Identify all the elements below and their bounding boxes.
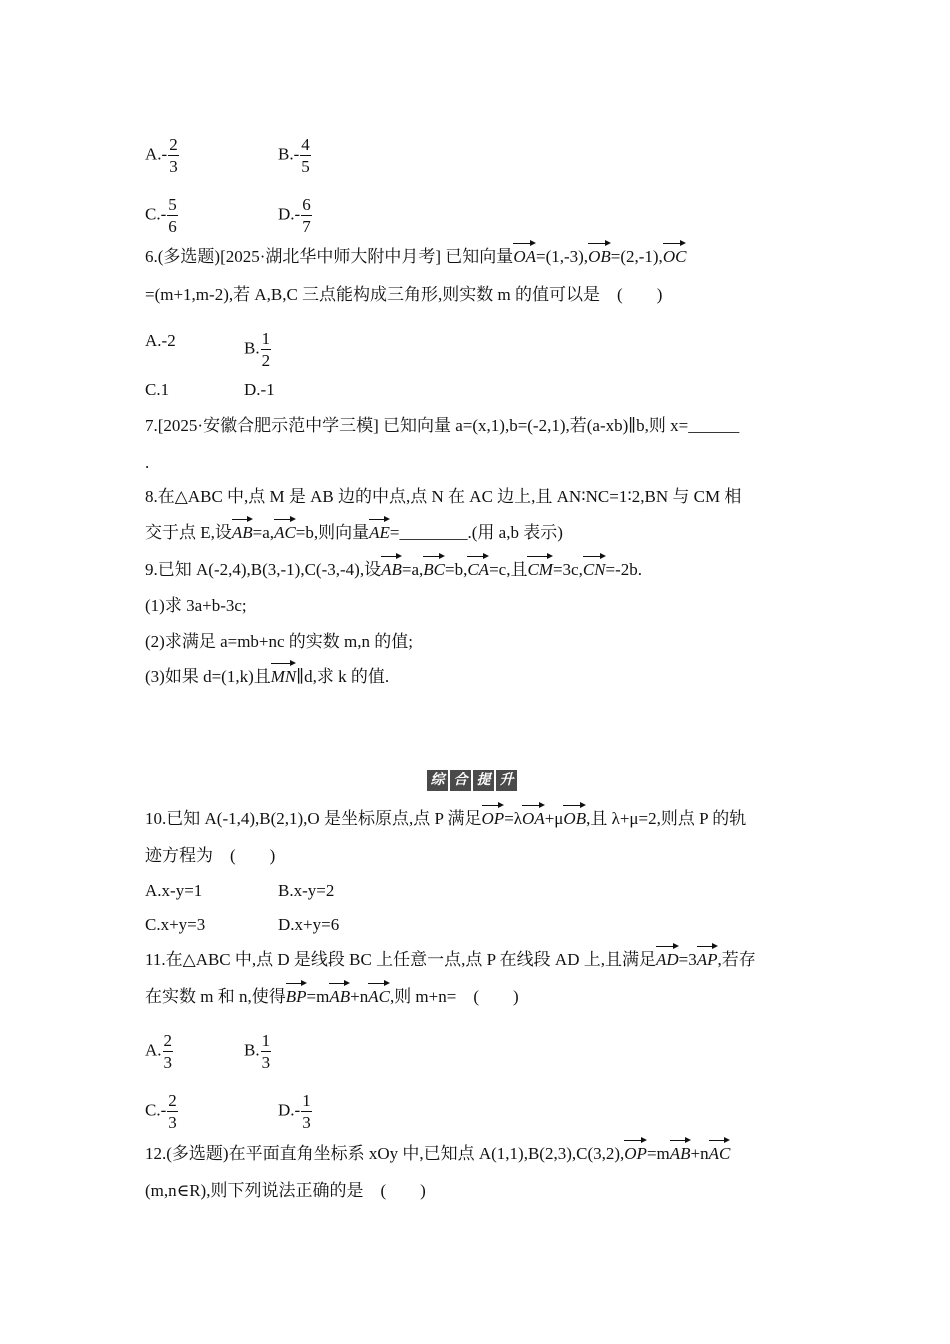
banner-char: 综 [427,770,448,791]
q5-option-c: C.- $\frac{5}{6}$ [145,195,177,236]
q9-subquestion-3: (3)如果 d=(1,k)且MN∥d,求 k 的值. [145,667,390,686]
q10-option-c: C.x+y=3 [145,915,206,934]
q5-option-d: D.- $\frac{6}{7}$ [278,195,311,236]
q6-option-b: B. $\frac{1}{2}$ [244,329,271,370]
q12-stem-line2: (m,n∈R),则下列说法正确的是 ( ) [145,1181,426,1200]
q10-option-d: D.x+y=6 [278,915,340,934]
q9-subquestion-2: (2)求满足 a=mb+nc 的实数 m,n 的值; [145,632,414,651]
q11-option-d: D.- $\frac{1}{3}$ [278,1091,311,1132]
q6-stem-line2: =(m+1,m-2),若 A,B,C 三点能构成三角形,则实数 m 的值可以是 ( ) [145,285,663,304]
q11-stem-line1: 11.在△ABC 中,点 D 是线段 BC 上任意一点,点 P 在线段 AD 上,且满足AD=3AP,若存 [145,950,756,969]
q12-stem-line1: 12.(多选题)在平面直角坐标系 xOy 中,已知点 A(1,1),B(2,3),C(3,2),OP=mAB+nAC [145,1144,731,1163]
q6-option-d: D.-1 [244,380,275,399]
q5-option-a: A.- $\frac{2}{3}$ [145,135,178,176]
q6-option-a: A.-2 [145,331,176,350]
q6-stem-line1: 6.(多选题)[2025·湖北华中师大附中月考] 已知向量OA=(1,-3),OB=(2,-1),OC [145,247,687,266]
q11-option-b: B. $\frac{1}{3}$ [244,1031,271,1072]
q9-stem: 9.已知 A(-2,4),B(3,-1),C(-3,-4),设AB=a,BC=b,CA=c,且CM=3c,CN=-2b. [145,560,643,579]
q7-stem-line2: . [145,453,150,472]
banner-char: 提 [473,770,494,791]
q7-stem-line1: 7.[2025·安徽合肥示范中学三模] 已知向量 a=(x,1),b=(-2,1),若(a-xb)∥b,则 x=______ [145,416,740,435]
q10-stem-line2: 迹方程为 ( ) [145,846,276,865]
section-banner [427,770,517,791]
q11-stem-line2: 在实数 m 和 n,使得BP=mAB+nAC,则 m+n= ( ) [145,987,519,1006]
q10-option-a: A.x-y=1 [145,881,203,900]
q10-option-b: B.x-y=2 [278,881,335,900]
q8-stem-line2: 交于点 E,设AB=a,AC=b,则向量AE=________.(用 a,b 表示) [145,523,563,542]
q10-stem-line1: 10.已知 A(-1,4),B(2,1),O 是坐标原点,点 P 满足OP=λOA+μOB,且 λ+μ=2,则点 P 的轨 [145,809,747,828]
q6-option-c: C.1 [145,380,170,399]
banner-char: 升 [496,770,517,791]
q5-option-b: B.- $\frac{4}{5}$ [278,135,310,176]
banner-char: 合 [450,770,471,791]
q9-subquestion-1: (1)求 3a+b-3c; [145,596,247,615]
q11-option-c: C.- $\frac{2}{3}$ [145,1091,177,1132]
q8-stem-line1: 8.在△ABC 中,点 M 是 AB 边的中点,点 N 在 AC 边上,且 AN∶NC=1∶2,BN 与 CM 相 [145,487,742,506]
q11-option-a: A. $\frac{2}{3}$ [145,1031,173,1072]
